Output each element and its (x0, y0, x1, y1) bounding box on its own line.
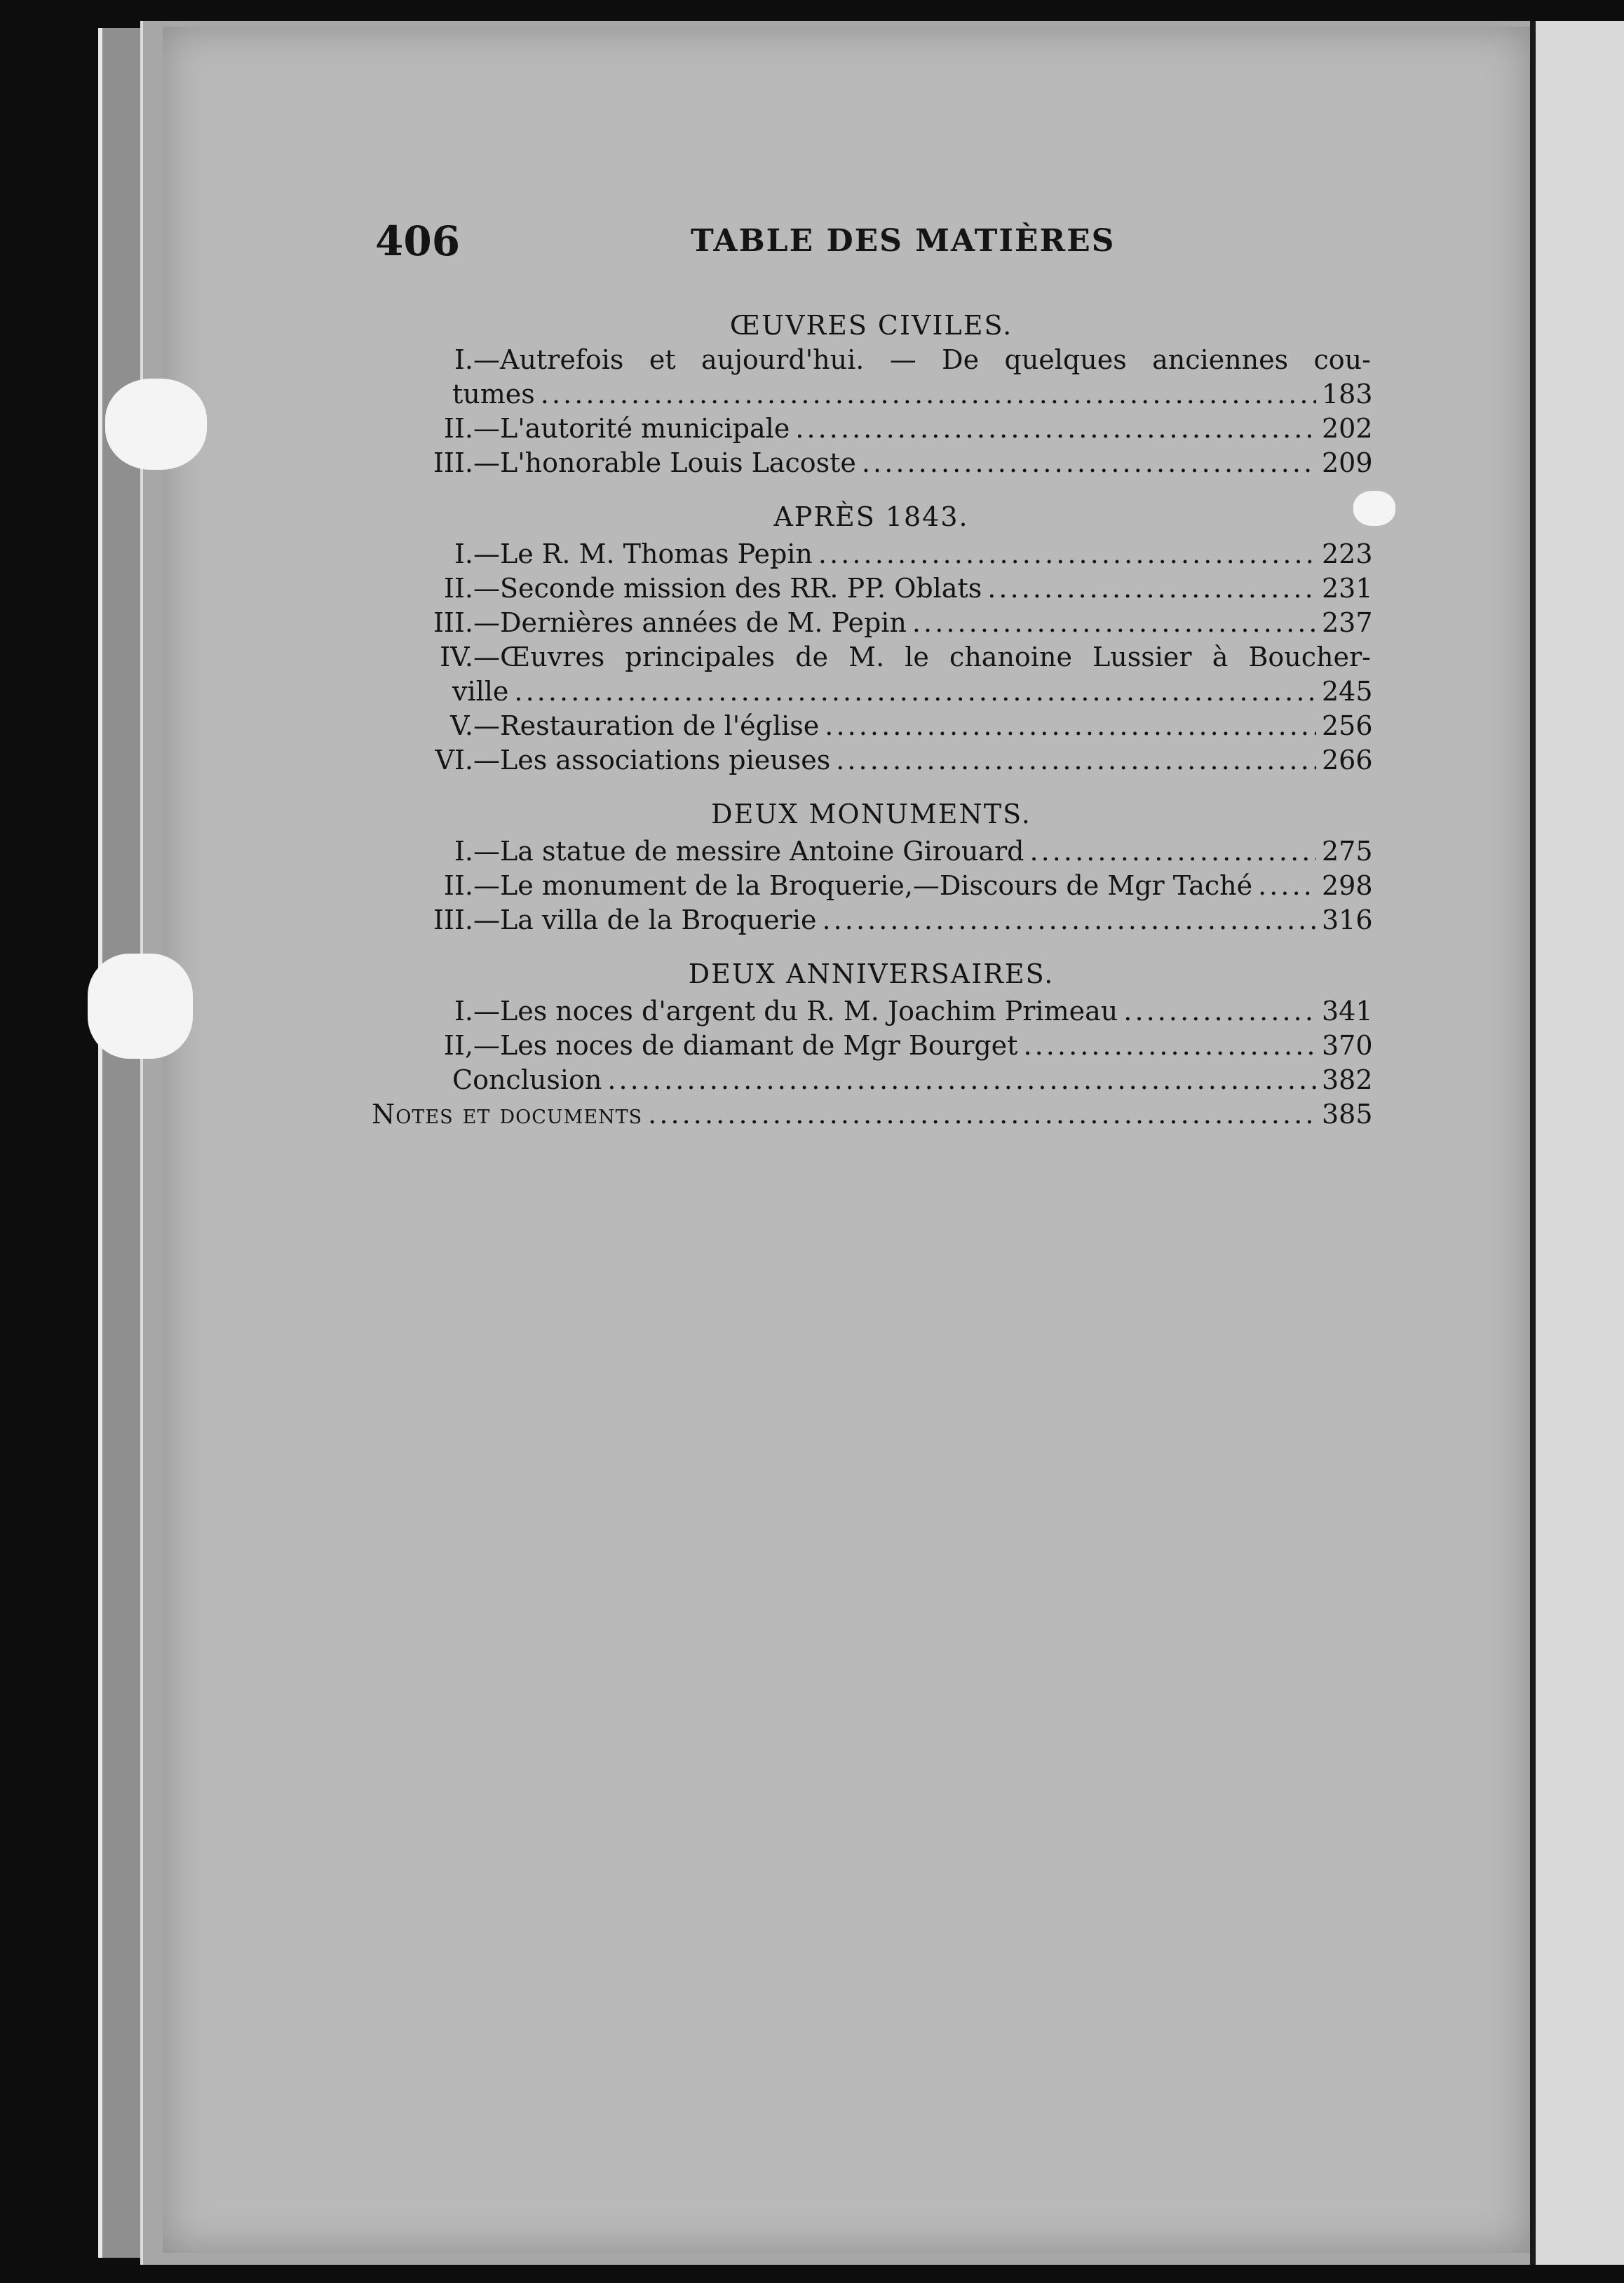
section-heading: APRÈS 1843. (773, 501, 969, 532)
entry-page: 202 (1322, 413, 1373, 444)
entry-number: III. (433, 447, 473, 478)
entry-number: III. (433, 607, 473, 638)
entry-title: —Autrefois et aujourd'hui. — De quelques anciennes cou- (473, 344, 1371, 375)
entry-number: IV. (440, 642, 473, 672)
entry-page: 223 (1322, 538, 1373, 569)
entry-page: 209 (1322, 447, 1373, 478)
section-heading: DEUX ANNIVERSAIRES. (688, 958, 1055, 989)
leader-dots (1123, 994, 1316, 1029)
entry-number: I. (454, 344, 473, 375)
toc-entry (372, 537, 1371, 571)
entry-page: 298 (1322, 870, 1373, 901)
entry-title: —Le R. M. Thomas Pepin (473, 538, 813, 569)
entry-number: II. (443, 413, 473, 444)
toc-entry-continued (372, 675, 1371, 709)
page-number: 406 (375, 217, 461, 265)
entry-page: 231 (1322, 573, 1373, 604)
entry-title: —L'honorable Louis Lacoste (473, 447, 856, 478)
entry-page: 382 (1322, 1064, 1373, 1095)
toc-entry (372, 994, 1371, 1029)
leader-dots (862, 446, 1316, 480)
entry-number: II, (443, 1030, 473, 1061)
leader-dots (822, 903, 1316, 937)
entry-title: —Les noces d'argent du R. M. Joachim Primeau (473, 996, 1118, 1027)
toc-entry (372, 640, 1371, 675)
toc-entry (372, 903, 1371, 937)
entry-number: II. (443, 573, 473, 604)
toc-entry (372, 709, 1371, 743)
paper-damage-spot (88, 954, 193, 1059)
entry-page: 370 (1322, 1030, 1373, 1061)
leader-dots (1023, 1029, 1316, 1063)
entry-number: III. (433, 905, 473, 935)
entry-title: tumes (452, 379, 535, 409)
entry-title: —Œuvres principales de M. le chanoine Lussier à Boucher- (473, 642, 1371, 672)
section-heading: DEUX MONUMENTS. (711, 799, 1031, 829)
entry-page: 385 (1322, 1099, 1373, 1130)
toc-entry (372, 743, 1371, 778)
toc-entry (372, 869, 1371, 903)
entry-title: —Les associations pieuses (473, 745, 831, 775)
toc-entry (372, 446, 1371, 480)
entry-title: Conclusion (452, 1064, 602, 1095)
toc-entry (372, 834, 1371, 869)
entry-number: I. (454, 538, 473, 569)
entry-title: ville (452, 676, 509, 707)
entry-title: —L'autorité municipale (473, 413, 790, 444)
entry-title: —Les noces de diamant de Mgr Bourget (473, 1030, 1018, 1061)
entry-title: —Le monument de la Broquerie,—Discours de Mgr Taché (473, 870, 1253, 901)
leader-dots (836, 743, 1316, 778)
leader-dots (825, 709, 1316, 743)
entry-title: Notes et documents (372, 1099, 643, 1130)
entry-title: —La villa de la Broquerie (473, 905, 817, 935)
toc-entry-notes (372, 1097, 1371, 1132)
running-title: TABLE DES MATIÈRES (691, 223, 1116, 259)
section-heading: ŒUVRES CIVILES. (729, 310, 1013, 341)
entry-page: 341 (1322, 996, 1373, 1027)
entry-page: 245 (1322, 676, 1373, 707)
leader-dots (795, 412, 1316, 446)
entry-title: —Restauration de l'église (473, 710, 820, 741)
toc-entry (372, 571, 1371, 606)
table-of-contents (372, 309, 1371, 1132)
toc-entry (372, 412, 1371, 446)
entry-page: 316 (1322, 905, 1373, 935)
leader-dots (987, 571, 1316, 606)
leader-dots (1029, 834, 1316, 869)
leader-dots (514, 675, 1316, 709)
leader-dots (541, 377, 1316, 412)
entry-number: I. (454, 996, 473, 1027)
entry-title: —La statue de messire Antoine Girouard (473, 836, 1024, 867)
leader-dots (912, 606, 1316, 640)
toc-entry-continued (372, 377, 1371, 412)
leader-dots (607, 1063, 1316, 1097)
toc-entry (372, 1063, 1371, 1097)
entry-title: —Dernières années de M. Pepin (473, 607, 907, 638)
paper-damage-spot (105, 379, 207, 470)
leader-dots (1258, 869, 1316, 903)
entry-number: I. (454, 836, 473, 867)
entry-number: II. (443, 870, 473, 901)
facing-page-edge (1530, 21, 1624, 2265)
leader-dots (648, 1097, 1316, 1132)
toc-entry (372, 606, 1371, 640)
entry-page: 266 (1322, 745, 1373, 775)
entry-number: V. (450, 710, 473, 741)
entry-title: —Seconde mission des RR. PP. Oblats (473, 573, 982, 604)
entry-number: VI. (435, 745, 473, 775)
page-header (375, 217, 1371, 265)
entry-page: 237 (1322, 607, 1373, 638)
entry-page: 183 (1322, 379, 1373, 409)
toc-entry (372, 343, 1371, 377)
leader-dots (818, 537, 1316, 571)
toc-entry (372, 1029, 1371, 1063)
entry-page: 275 (1322, 836, 1373, 867)
entry-page: 256 (1322, 710, 1373, 741)
